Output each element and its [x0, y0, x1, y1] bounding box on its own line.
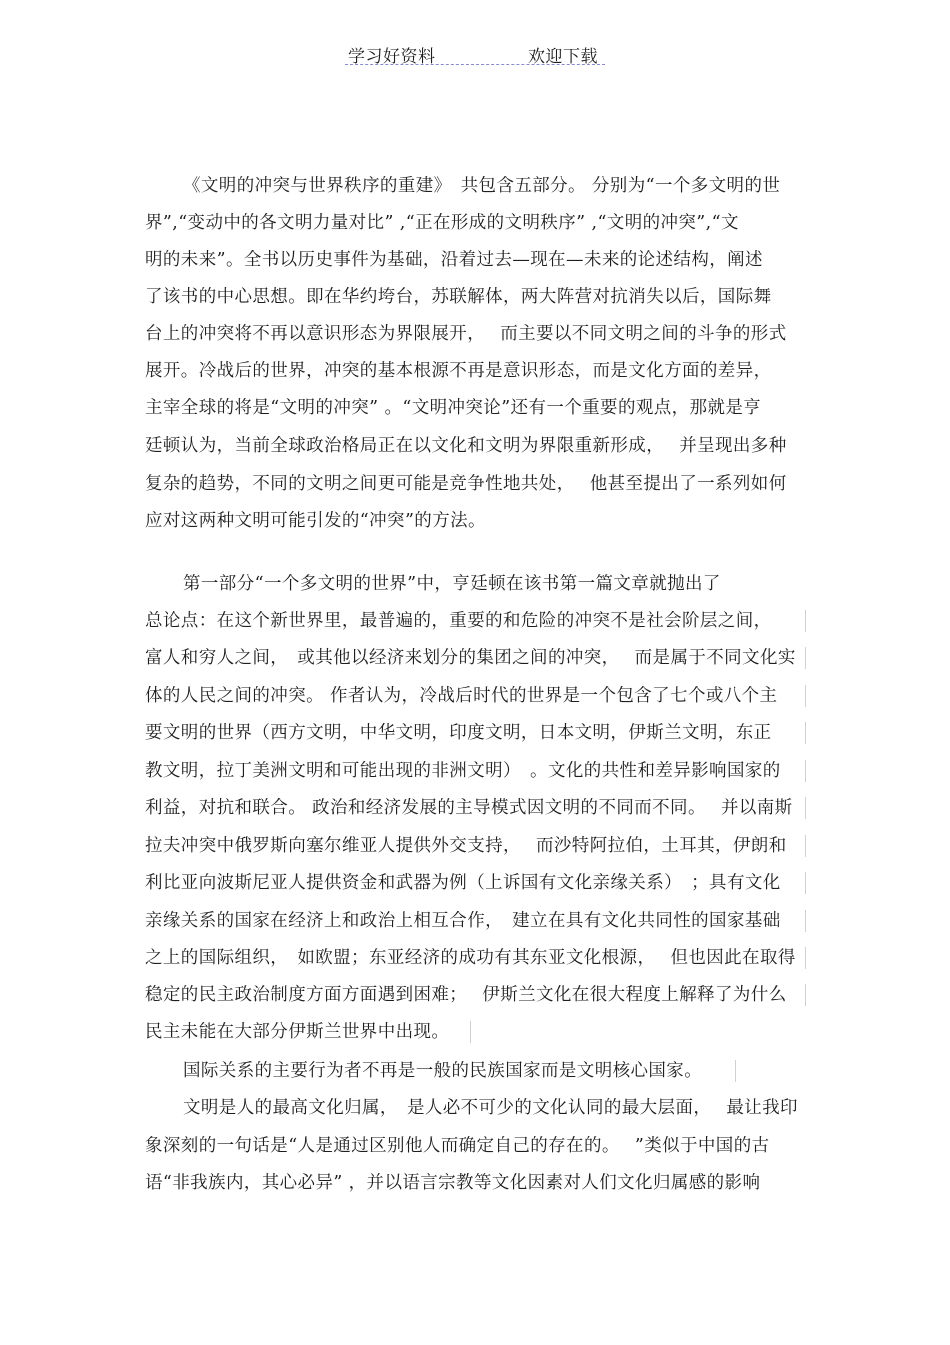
text-line: 语“非我族内，其心必异” ，并以语言宗教等文化因素对人们文化归属感的影响	[145, 1173, 761, 1193]
header-right-text: 欢迎下载	[528, 47, 598, 67]
header-dashed-rule	[345, 64, 605, 65]
text-line: 界”,“变动中的各文明力量对比” ,“正在形成的文明秩序” ,“文明的冲突”,“文	[145, 213, 739, 233]
text-line: 《文明的冲突与世界秩序的重建》 共包含五部分。 分别为“一个多文明的世	[183, 176, 781, 196]
text-line: 台上的冲突将不再以意识形态为界限展开， 而主要以不同文明之间的斗争的形式	[145, 324, 787, 344]
margin-mark	[805, 647, 806, 669]
text-line: 展开。冷战后的世界，冲突的基本根源不再是意识形态，而是文化方面的差异，	[145, 361, 772, 381]
text-line: 廷顿认为，当前全球政治格局正在以文化和文明为界限重新形成， 并呈现出多种	[145, 436, 787, 456]
text-line: 教文明，拉丁美洲文明和可能出现的非洲文明） 。文化的共性和差异影响国家的	[145, 761, 781, 781]
margin-mark	[805, 910, 806, 932]
header-left-text: 学习好资料	[348, 47, 436, 67]
text-line: 民主未能在大部分伊斯兰世界中出现。	[145, 1022, 450, 1042]
text-line: 主宰全球的将是“文明的冲突” 。“文明冲突论”还有一个重要的观点，那就是亨	[145, 398, 762, 418]
text-line: 利益，对抗和联合。 政治和经济发展的主导模式因文明的不同而不同。 并以南斯	[145, 798, 793, 818]
margin-mark	[805, 760, 806, 782]
page-header	[345, 40, 605, 66]
text-line: 总论点：在这个新世界里，最普遍的，重要的和危险的冲突不是社会阶层之间，	[145, 611, 772, 631]
text-line: 象深刻的一句话是“人是通过区别他人而确定自己的存在的。 ”类似于中国的古	[145, 1136, 770, 1156]
text-line: 要文明的世界（西方文明，中华文明，印度文明，日本文明，伊斯兰文明，东正	[145, 723, 772, 743]
text-line: 体的人民之间的冲突。 作者认为，冷战后时代的世界是一个包含了七个或八个主	[145, 686, 778, 706]
text-line: 文明是人的最高文化归属， 是人必不可少的文化认同的最大层面， 最让我印	[183, 1098, 798, 1118]
text-line: 应对这两种文明可能引发的“冲突”的方法。	[145, 511, 486, 531]
text-line: 国际关系的主要行为者不再是一般的民族国家而是文明核心国家。	[183, 1061, 703, 1081]
margin-mark	[805, 797, 806, 819]
text-line: 第一部分“一个多文明的世界”中，亨廷顿在该书第一篇文章就抛出了	[183, 574, 721, 594]
text-line: 利比亚向波斯尼亚人提供资金和武器为例（上诉国有文化亲缘关系） ；具有文化	[145, 873, 781, 893]
margin-mark	[735, 1060, 736, 1082]
text-line: 稳定的民主政治制度方面方面遇到困难； 伊斯兰文化在很大程度上解释了为什么	[145, 985, 787, 1005]
text-line: 拉夫冲突中俄罗斯向塞尔维亚人提供外交支持， 而沙特阿拉伯，土耳其，伊朗和	[145, 836, 787, 856]
text-line: 复杂的趋势，不同的文明之间更可能是竞争性地共处， 他甚至提出了一系列如何	[145, 474, 787, 494]
margin-mark	[805, 722, 806, 744]
margin-mark	[470, 1021, 471, 1043]
margin-mark	[805, 947, 806, 969]
text-line: 亲缘关系的国家在经济上和政治上相互合作， 建立在具有文化共同性的国家基础	[145, 911, 781, 931]
margin-mark	[805, 984, 806, 1006]
margin-mark	[805, 685, 806, 707]
text-line: 明的未来”。全书以历史事件为基础，沿着过去—现在—未来的论述结构，阐述	[145, 250, 763, 270]
margin-mark	[805, 835, 806, 857]
text-line: 富人和穷人之间， 或其他以经济来划分的集团之间的冲突， 而是属于不同文化实	[145, 648, 796, 668]
margin-mark	[805, 610, 806, 632]
text-line: 了该书的中心思想。即在华约垮台，苏联解体，两大阵营对抗消失以后，国际舞	[145, 287, 772, 307]
text-line: 之上的国际组织， 如欧盟；东亚经济的成功有其东亚文化根源， 但也因此在取得	[145, 948, 796, 968]
margin-mark	[805, 872, 806, 894]
